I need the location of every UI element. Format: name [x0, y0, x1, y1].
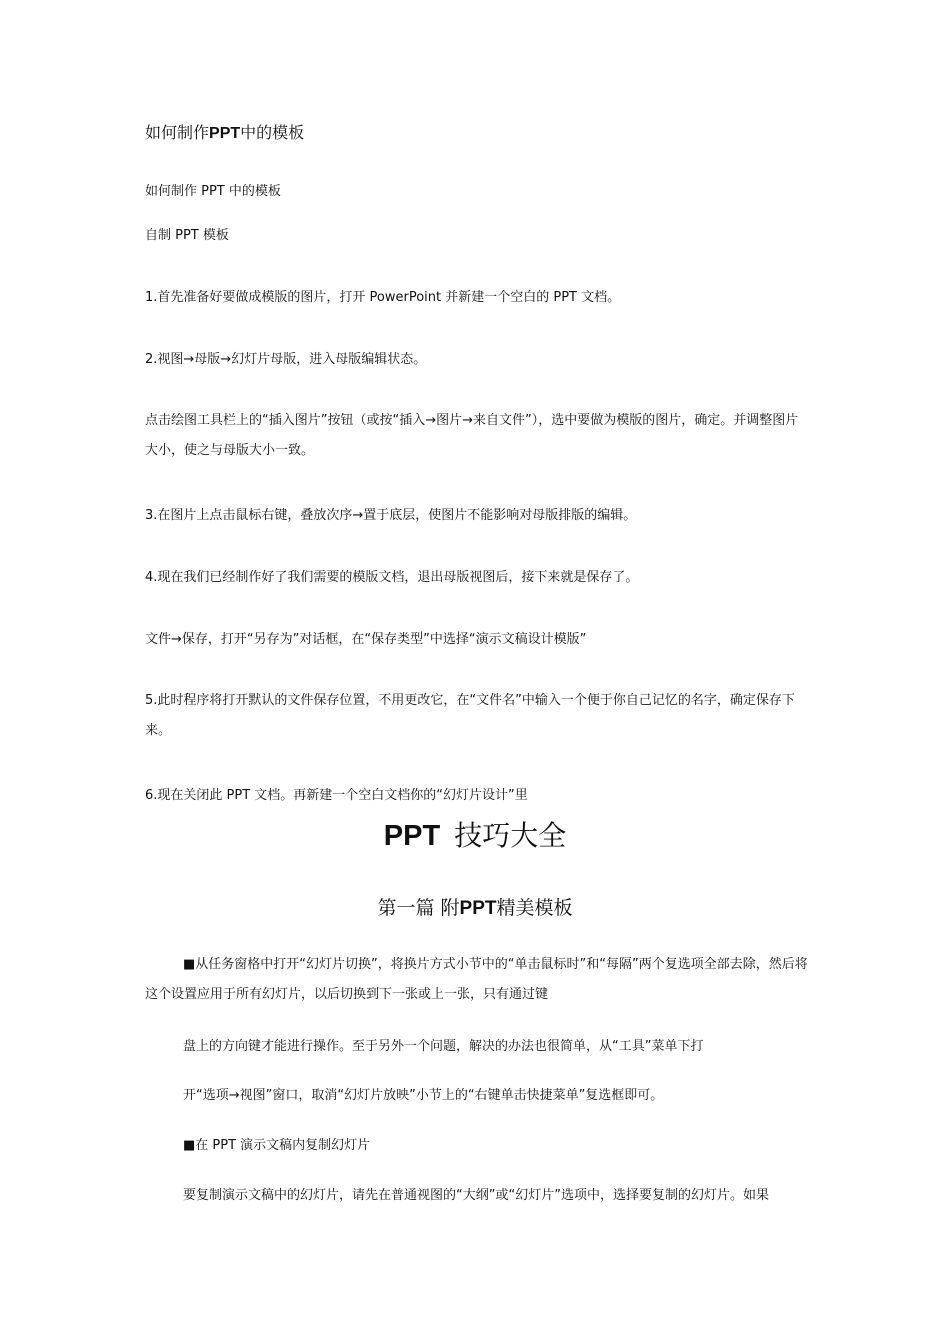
section-heading-suffix: 精美模板 [496, 897, 573, 919]
document-title-prefix: 如何制作 [145, 123, 210, 142]
step-3: 3.在图片上点击鼠标右键，叠放次序→置于底层，使图片不能影响对母版排版的编辑。 [145, 508, 637, 523]
bullet-2-detail: 要复制演示文稿中的幻灯片，请先在普通视图的“大纲”或“幻灯片”选项中，选择要复制的幻灯片。如果 [183, 1188, 769, 1203]
step-4-detail: 文件→保存，打开“另存为”对话框，在“保存类型”中选择“演示文稿设计模版” [145, 632, 587, 647]
main-heading [0, 816, 950, 856]
bullet-paragraph-1: ■从任务窗格中打开“幻灯片切换”，将换片方式小节中的“单击鼠标时”和“每隔”两个复选项全部去除，然后将这个设置应用于所有幻灯片，以后切换到下一张或上一张，只有通过键 [145, 957, 808, 1002]
section-heading [0, 894, 950, 923]
bullet-2: ■在 PPT 演示文稿内复制幻灯片 [183, 1138, 371, 1153]
step-1: 1.首先准备好要做成模版的图片，打开 PowerPoint 并新建一个空白的 PPT 文档。 [145, 290, 621, 305]
section-heading-latin: PPT [459, 898, 497, 919]
subtitle-2: 自制 PPT 模板 [145, 228, 229, 243]
bullet-paragraph-1-line-3: 开“选项→视图”窗口，取消“幻灯片放映”小节上的“右键单击快捷菜单”复选框即可。 [183, 1088, 664, 1103]
subtitle: 如何制作 PPT 中的模板 [145, 184, 281, 199]
main-heading-latin: PPT [383, 820, 441, 852]
step-4: 4.现在我们已经制作好了我们需要的模版文档，退出母版视图后，接下来就是保存了。 [145, 570, 639, 585]
document-title-latin: PPT [209, 125, 241, 142]
step-6: 6.现在关闭此 PPT 文档。再新建一个空白文档你的“幻灯片设计”里 [145, 788, 528, 803]
document-title-suffix: 中的模板 [240, 123, 305, 142]
bullet-paragraph-1-line-2: 盘上的方向键才能进行操作。至于另外一个问题，解决的办法也很简单，从“工具”菜单下打 [183, 1039, 704, 1054]
step-2: 2.视图→母版→幻灯片母版，进入母版编辑状态。 [145, 352, 427, 367]
step-2-detail: 点击绘图工具栏上的“插入图片”按钮（或按“插入→图片→来自文件”），选中要做为模版的图片，确定。并调整图片大小，使之与母版大小一致。 [145, 413, 799, 458]
step-5: 5.此时程序将打开默认的文件保存位置，不用更改它，在“文件名”中输入一个便于你自己记忆的名字，确定保存下来。 [145, 693, 795, 738]
section-heading-prefix: 第一篇 附 [377, 897, 460, 919]
main-heading-rest: 技巧大全 [454, 819, 567, 852]
document-title [145, 122, 304, 145]
